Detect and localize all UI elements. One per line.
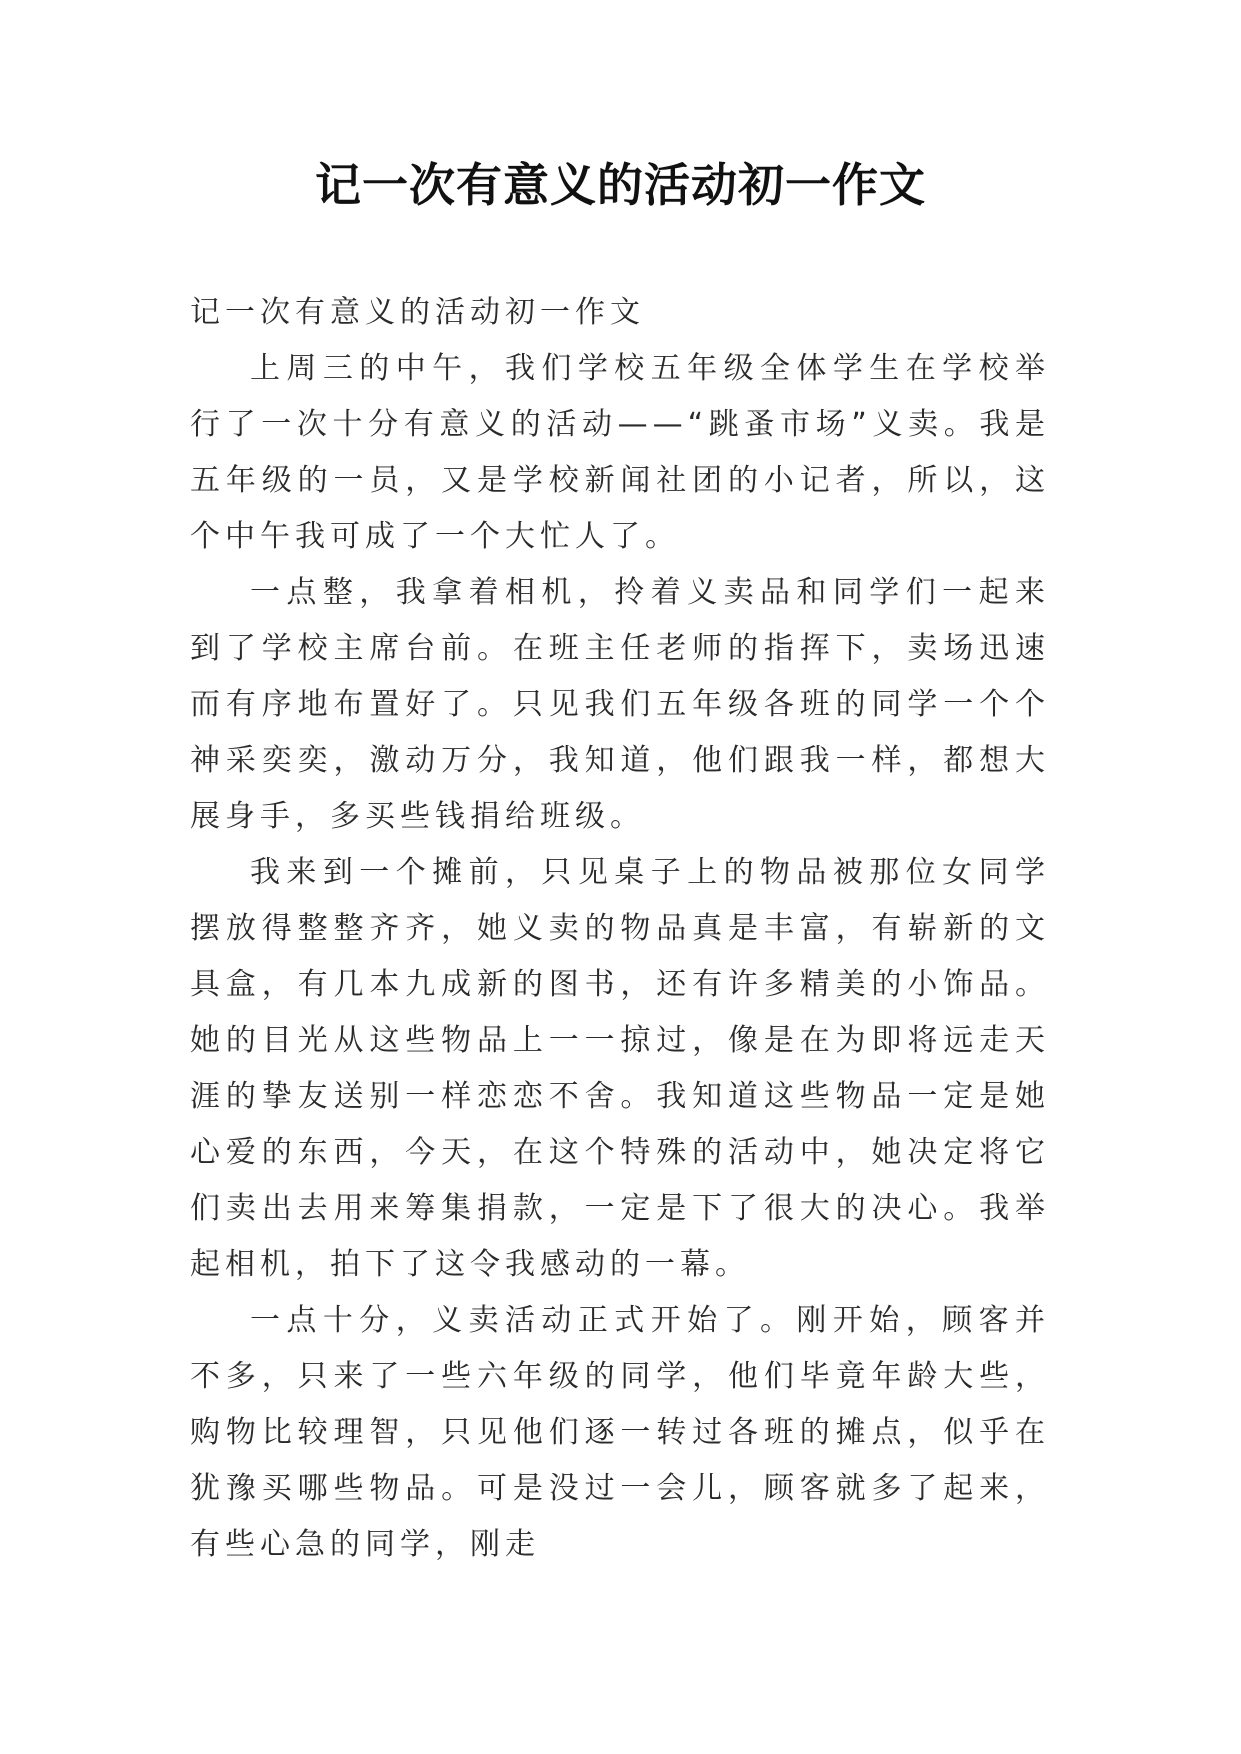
paragraph: 上周三的中午，我们学校五年级全体学生在学校举行了一次十分有意义的活动——“跳蚤市场”义卖。我是五年级的一员，又是学校新闻社团的小记者，所以，这个中午我可成了一个大忙人了。	[190, 351, 1050, 554]
document-title: 记一次有意义的活动初一作文	[315, 158, 926, 212]
paragraph: 一点整，我拿着相机，拎着义卖品和同学们一起来到了学校主席台前。在班主任老师的指挥下，卖场迅速而有序地布置好了。只见我们五年级各班的同学一个个神采奕奕，激动万分，我知道，他们跟我一样，都想大展身手，多买些钱捐给班级。	[190, 575, 1050, 834]
document-body	[190, 285, 1050, 1573]
document-subtitle: 记一次有意义的活动初一作文	[190, 295, 645, 330]
paragraph: 一点十分，义卖活动正式开始了。刚开始，顾客并不多，只来了一些六年级的同学，他们毕竟年龄大些，购物比较理智，只见他们逐一转过各班的摊点，似乎在犹豫买哪些物品。可是没过一会儿，顾客就多了起来，有些心急的同学，刚走	[190, 1303, 1050, 1562]
paragraph: 我来到一个摊前，只见桌子上的物品被那位女同学摆放得整整齐齐，她义卖的物品真是丰富，有崭新的文具盒，有几本九成新的图书，还有许多精美的小饰品。她的目光从这些物品上一一掠过，像是在为即将远走天涯的挚友送别一样恋恋不舍。我知道这些物品一定是她心爱的东西，今天，在这个特殊的活动中，她决定将它们卖出去用来筹集捐款，一定是下了很大的决心。我举起相机，拍下了这令我感动的一幕。	[190, 855, 1050, 1282]
